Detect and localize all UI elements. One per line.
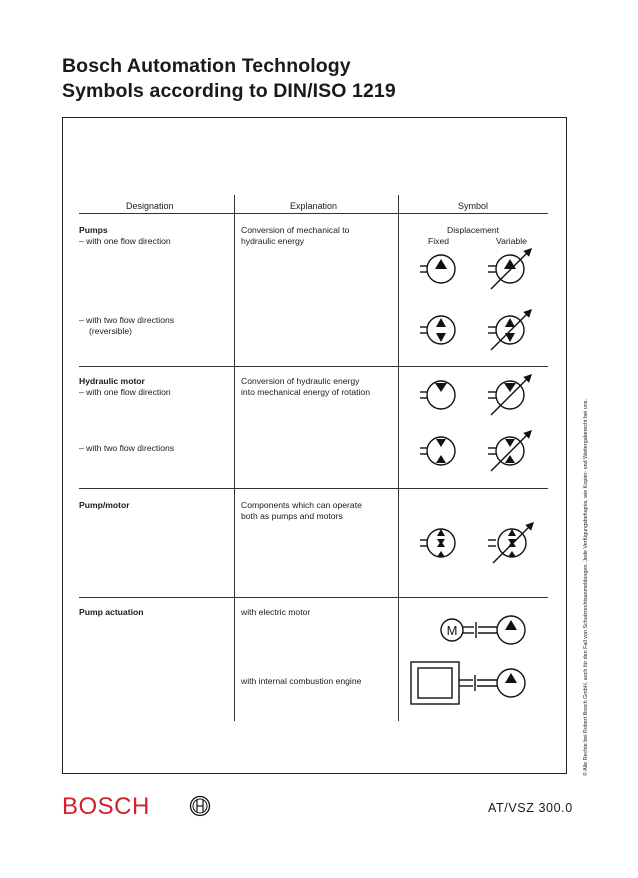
pump-motor-explanation-line1: Components which can operate <box>241 500 362 510</box>
header-designation: Designation <box>126 201 174 211</box>
actuation-combustion: with internal combustion engine <box>241 676 362 686</box>
displacement-variable-label: Variable <box>496 236 527 246</box>
pumps-explanation-line1: Conversion of mechanical to <box>241 225 350 235</box>
pump-motor-title: Pump/motor <box>79 500 130 510</box>
displacement-fixed-label: Fixed <box>428 236 450 246</box>
pump-variable-one-direction-icon <box>488 249 531 289</box>
motor-fixed-one-direction-icon <box>420 381 455 409</box>
pump-fixed-two-directions-icon <box>420 316 455 344</box>
header-symbol: Symbol <box>458 201 489 211</box>
pump-fixed-one-direction-icon <box>420 255 455 283</box>
actuation-electric: with electric motor <box>241 607 311 617</box>
electric-motor-letter: M <box>446 623 458 638</box>
motor-item-two-directions: – with two flow directions <box>79 443 175 453</box>
copyright-notice: © Alle Rechte bei Robert Bosch GmbH, auch für den Fall von Schutzrechtsanmeldungen. Jede Verfügungsbefugnis, wie Kopier- und Weitergaberecht bei uns. <box>583 399 589 776</box>
pumps-title: Pumps <box>79 225 108 235</box>
pump-motor-variable-icon <box>488 523 533 563</box>
page-title-line1: Bosch Automation Technology <box>62 55 351 77</box>
motor-variable-one-direction-icon <box>488 375 531 415</box>
pump-motor-explanation-line2: both as pumps and motors <box>241 511 343 521</box>
document-code: AT/VSZ 300.0 <box>488 801 573 815</box>
pump-variable-two-directions-icon <box>488 310 531 350</box>
pump-motor-fixed-icon <box>420 529 455 557</box>
motor-variable-two-directions-icon <box>488 431 531 471</box>
displacement-label: Displacement <box>447 225 500 235</box>
page-title-line2: Symbols according to DIN/ISO 1219 <box>62 80 396 102</box>
pumps-item-one-direction: – with one flow direction <box>79 236 171 246</box>
pumps-item-reversible: (reversible) <box>89 326 132 336</box>
pumps-item-two-directions: – with two flow directions <box>79 315 175 325</box>
motor-fixed-two-directions-icon <box>420 437 455 465</box>
motor-explanation-line2: into mechanical energy of rotation <box>241 387 370 397</box>
bosch-brand-text: BOSCH <box>62 793 150 820</box>
motor-explanation-line1: Conversion of hydraulic energy <box>241 376 360 386</box>
motor-title: Hydraulic motor <box>79 376 145 386</box>
header-explanation: Explanation <box>290 201 338 211</box>
combustion-engine-actuation-icon <box>411 662 525 704</box>
motor-item-one-direction: – with one flow direction <box>79 387 171 397</box>
actuation-title: Pump actuation <box>79 607 144 617</box>
pumps-explanation-line2: hydraulic energy <box>241 236 305 246</box>
bosch-armature-icon <box>189 795 211 817</box>
